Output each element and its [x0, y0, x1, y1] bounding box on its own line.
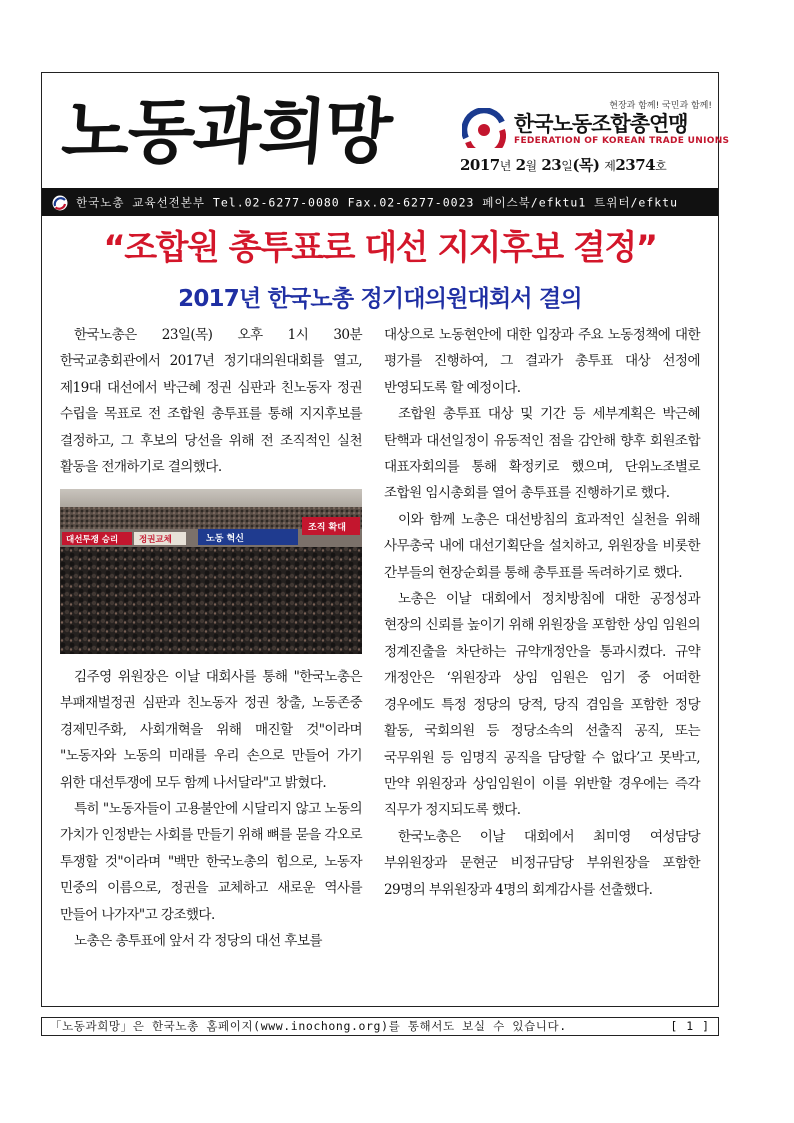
issue-date-line — [460, 154, 715, 175]
ftu-emblem-icon — [462, 108, 506, 148]
left-column-top — [60, 322, 362, 480]
article-headline: “조합원 총투표로 대선 지지후보 결정” — [103, 228, 657, 268]
paragraph: 조합원 총투표 대상 및 기간 등 세부계획은 박근혜 탄핵과 대선일정이 유동적인 점을 감안해 향후 회원조합 대표자회의를 통해 확정키로 했으며, 단위노조별로 조합원 임시총회를 열어 총투표를 진행하기로 했다. — [384, 406, 700, 502]
convention-photo — [60, 489, 362, 654]
paragraph: 한국노총은 이날 대회에서 최미영 여성담당 부위원장과 문현군 비정규담당 부위원장을 포함한 29명의 부위원장과 4명의 회계감사를 선출했다. — [384, 828, 700, 898]
paragraph: 한국노총은 23일(목) 오후 1시 30분 한국교총회관에서 2017년 정기대의원대회를 열고, 제19대 대선에서 박근혜 정권 심판과 친노동자 정권 수립을 목표로 전 조합원 총투표를 통해 지지후보를 결정하고, 그 후보의 당선을 위해 전 조직적인 실천 활동을 전개하기로 결의했다. — [60, 327, 362, 476]
paragraph: 노총은 총투표에 앞서 각 정당의 대선 후보를 — [74, 933, 322, 950]
photo-banner-text: 대선투쟁 승리 — [66, 535, 119, 545]
issue-suffix: 호 — [655, 159, 667, 173]
paragraph: 특히 "노동자들이 고용불안에 시달리지 않고 노동의 가치가 인정받는 사회를 만들기 위해 뼈를 묻을 각오로 투쟁할 것"이라며 "백만 한국노총의 힘으로, 노동자 민중의 이름으로, 정권을 교체하고 새로운 역사를 만들어 나가자"고 강조했다. — [60, 801, 362, 923]
photo-banner-text: 노동 혁신 — [206, 534, 244, 544]
contact-info-bar — [42, 188, 718, 216]
org-slogan: 현장과 함께! 국민과 함께! — [609, 101, 712, 111]
issue-year: 2017 — [460, 156, 500, 174]
page-number: [ 1 ] — [670, 1019, 710, 1033]
masthead-title: 노동과희망 — [59, 90, 394, 173]
article-subheadline: 2017년 한국노총 정기대의원대회서 결의 — [178, 286, 582, 312]
org-name-korean: 한국노동조합총연맹 — [514, 112, 688, 136]
paragraph: 이와 함께 노총은 대선방침의 효과적인 실천을 위해 사무총국 내에 대선기획단을 설치하고, 위원장을 비롯한 간부들의 현장순회를 통해 총투표를 독려하기로 했다. — [384, 511, 700, 581]
paragraph: 대상으로 노동현안에 대한 입장과 주요 노동정책에 대한 평가를 진행하여, 그 결과가 총투표 대상 선정에 반영되도록 할 예정이다. — [384, 327, 700, 396]
issue-number: 2374 — [615, 156, 656, 174]
footer-text: 「노동과희망」은 한국노총 홈페이지(www.inochong.org)를 통해서도 보실 수 있습니다. — [50, 1019, 567, 1033]
convention-photo-image — [60, 489, 362, 654]
page-footer — [41, 1017, 719, 1036]
ftu-logo-icon — [52, 195, 68, 211]
org-logo — [462, 98, 730, 152]
left-column-bottom — [60, 664, 362, 954]
paragraph: 노총은 이날 대회에서 정치방침에 대한 공정성과 현장의 신뢰를 높이기 위해 위원장을 포함한 상임 임원의 정계진출을 차단하는 규약개정안을 통과시켰다. 규약 개정안은 ‘위원장과 상임 임원은 임기 중 어떠한 경우에도 특정 정당의 당적, 당직 겸임을 포함한 정당 활동, 국회의원 등 정당소속의 선출직 공직, 또는 국무위원 등 임명직 공직을 담당할 수 없다’고 못박고, 만약 위원장과 상임임원이 이를 위반할 경우에는 즉각 직무가 정지되도록 했다. — [384, 591, 700, 819]
org-name-english: FEDERATION OF KOREAN TRADE UNIONS — [514, 136, 730, 146]
photo-banner-text: 조직 확대 — [308, 523, 346, 533]
contact-info-text: 한국노총 교육선전본부 Tel.02-6277-0080 Fax.02-6277-0023 페이스북/efktu1 트위터/efktu — [76, 195, 679, 210]
issue-year-unit: 년 — [499, 159, 511, 173]
issue-month-unit: 월 — [525, 159, 537, 173]
photo-banner-text: 정권교체 — [139, 535, 172, 545]
paragraph: 김주영 위원장은 이날 대회사를 통해 "한국노총은 부패재벌정권 심판과 친노동자 정권 창출, 노동존중 경제민주화, 사회개혁을 위해 매진할 것"이라며 "노동자와 노동의 미래를 우리 손으로 만들어 가기 위한 대선투쟁에 모두 함께 나서달라"고 밝혔다. — [60, 669, 362, 791]
issue-day-unit: 일 — [561, 159, 573, 173]
issue-prefix: 제 — [604, 159, 616, 173]
issue-month: 2 — [515, 156, 526, 174]
issue-day: 23 — [541, 156, 562, 174]
right-column — [384, 322, 700, 903]
issue-weekday: (목) — [572, 156, 600, 174]
